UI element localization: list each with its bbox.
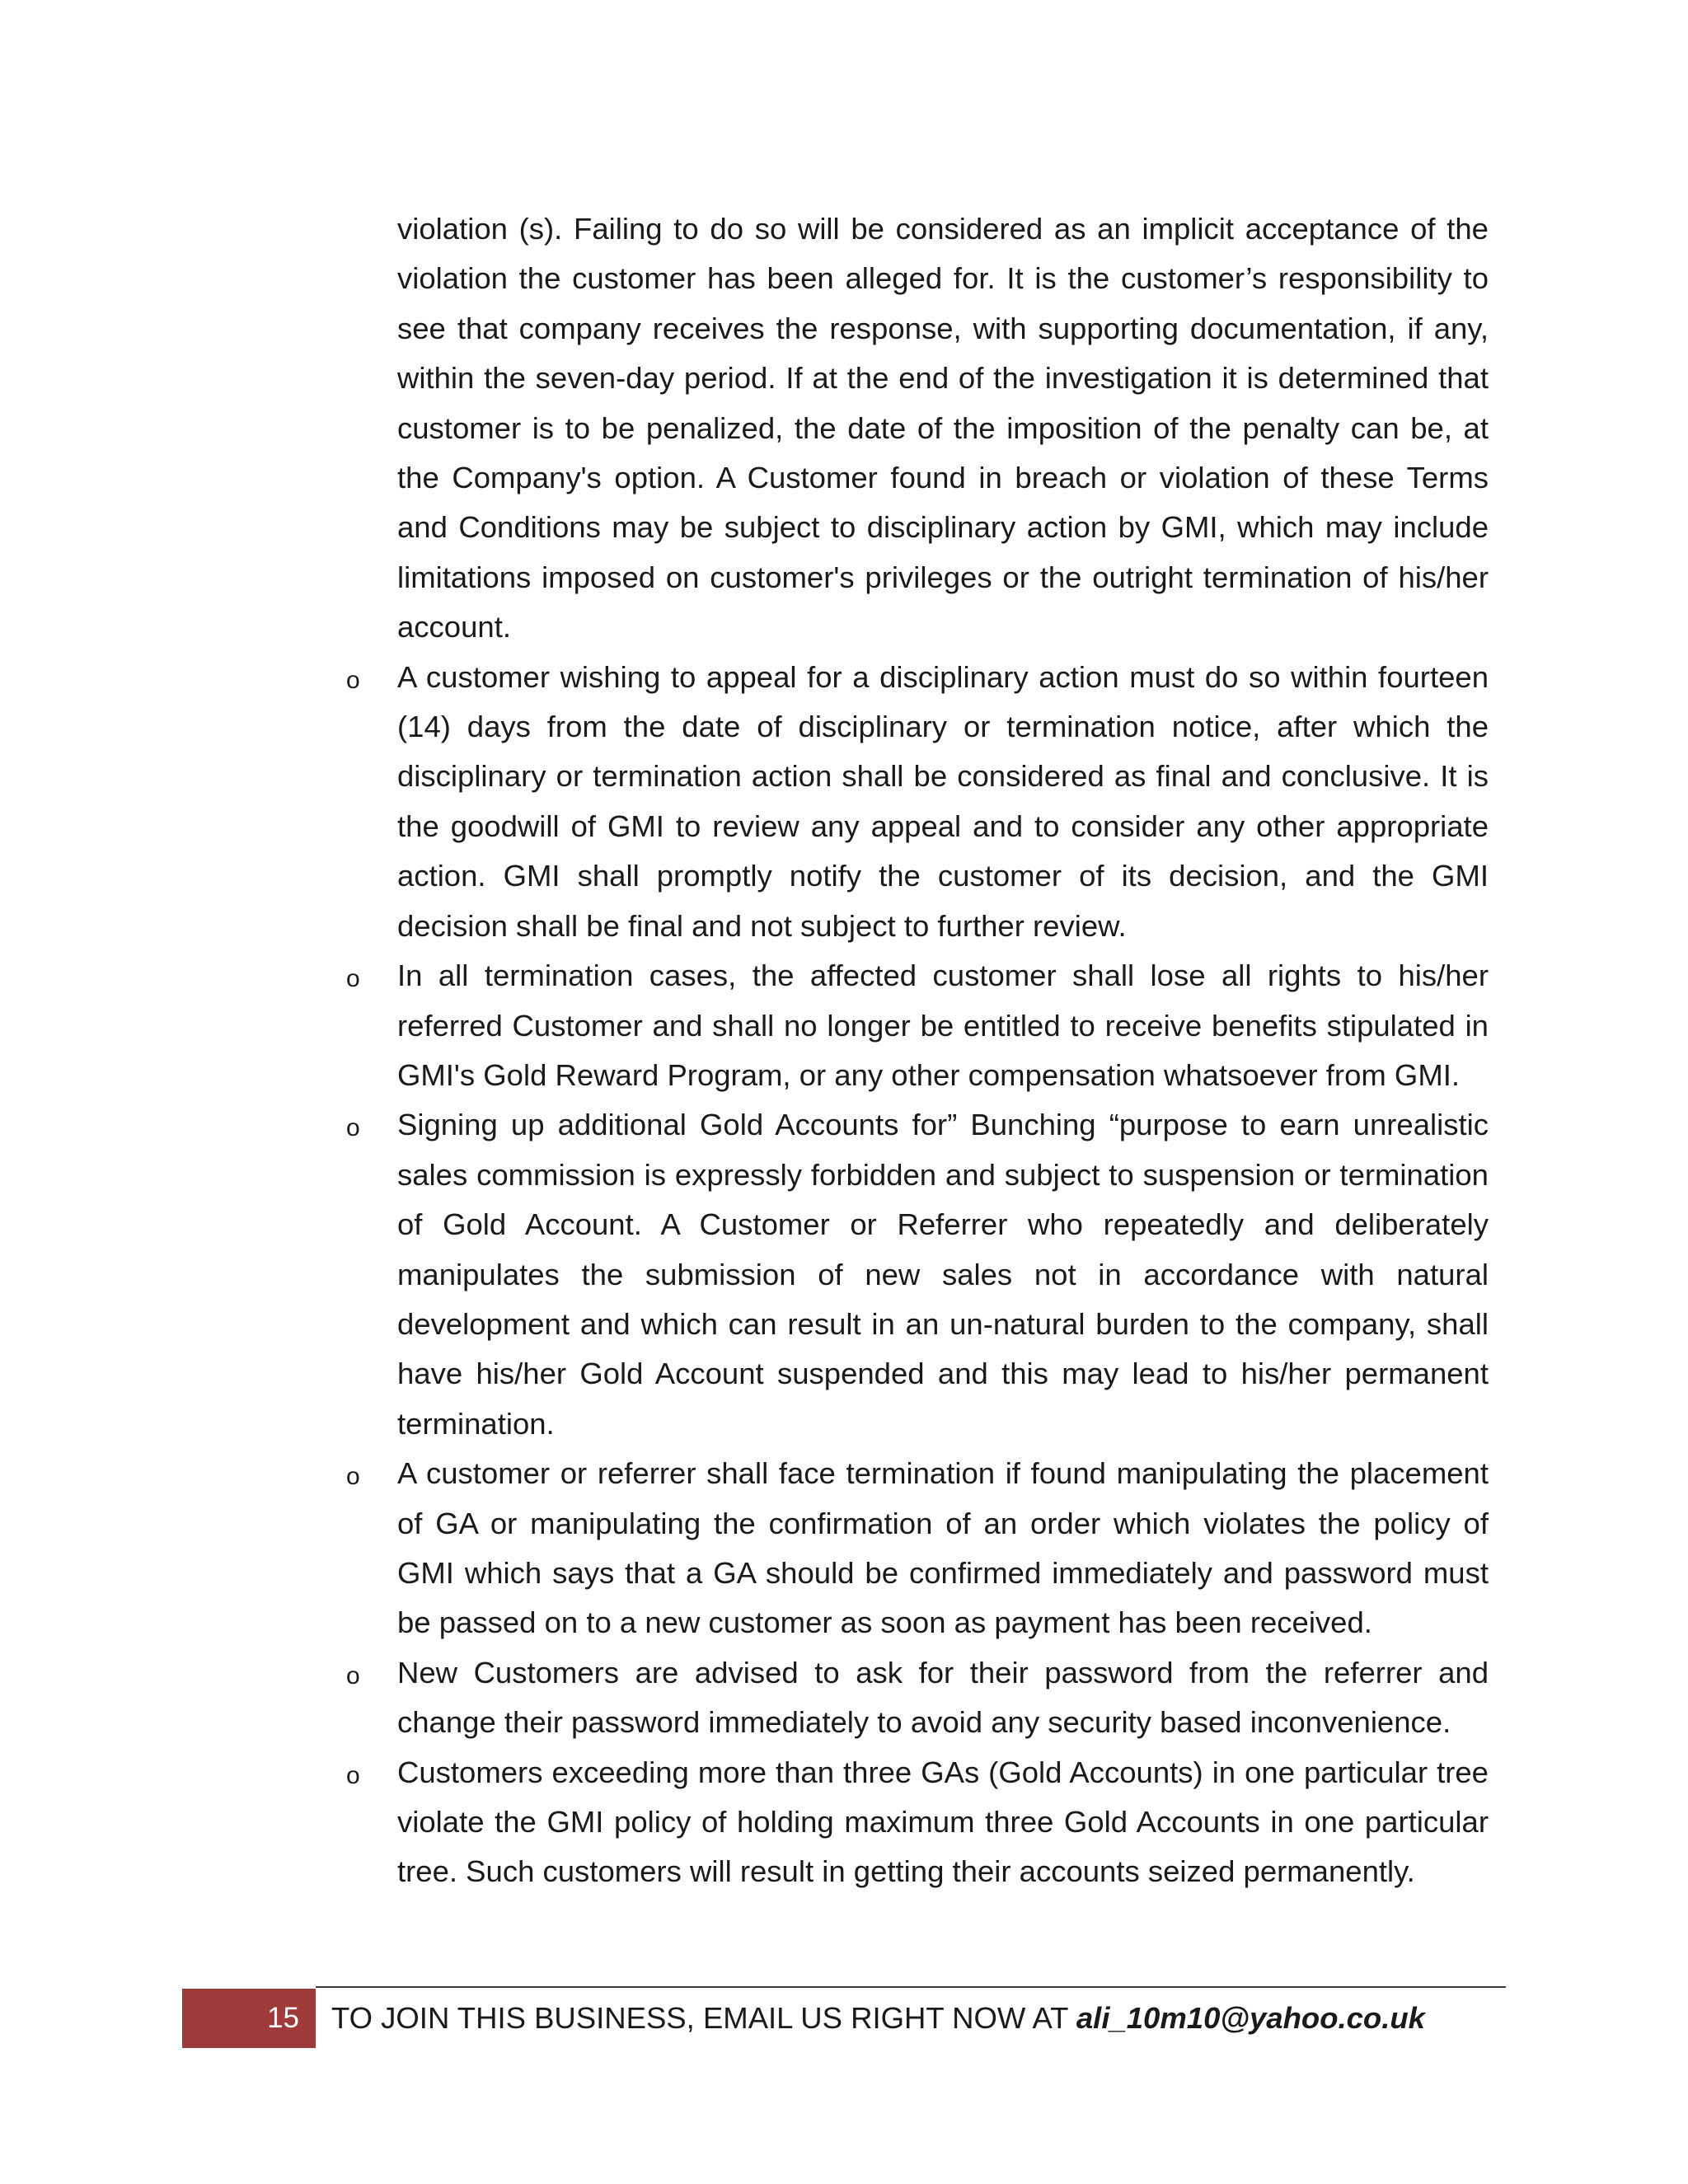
list-item-text: A customer wishing to appeal for a disciplinary action must do so within fourteen (14) days from the date of disciplinary or termination notice, after which the disciplinary or termination action shall be considered as final and conclusive. It is the goodwill of GMI to review any appeal and to consider any other appropriate action. GMI shall promptly notify the customer of its decision, and the GMI decision shall be final and not subject to further review. [397,659,1489,943]
bullet-marker: o [346,1761,360,1789]
list-item [346,653,1489,951]
footer-promo-label: TO JOIN THIS BUSINESS, EMAIL US RIGHT NOW AT [331,2001,1076,2035]
bullet-marker: o [346,666,360,694]
list-item-text: A customer or referrer shall face termination if found manipulating the placement of GA or manipulating the confirmation of an order which violates the policy of GMI which says that a GA should be confirmed immediately and password must be passed on to a new customer as soon as payment has been received. [397,1456,1489,1640]
bullet-list [346,653,1489,1897]
page-number-badge: 15 [182,1989,316,2048]
footer-divider [316,1986,1506,1988]
list-item-text: Customers exceeding more than three GAs (Gold Accounts) in one particular tree violate the GMI policy of holding maximum three Gold Accounts in one particular tree. Such customers will result in getting their accounts seized permanently. [397,1755,1489,1889]
continuation-paragraph: violation (s). Failing to do so will be considered as an implicit acceptance of the violation the customer has been alleged for. It is the customer’s responsibility to see that company receives the response, with supporting documentation, if any, within the seven-day period. If at the end of the investigation it is determined that customer is to be penalized, the date of the imposition of the penalty can be, at the Company's option. A Customer found in breach or violation of these Terms and Conditions may be subject to disciplinary action by GMI, which may include limitations imposed on customer's privileges or the outright termination of his/her account. [397,212,1489,644]
page-body [346,204,1489,1897]
list-item-text: In all termination cases, the affected customer shall lose all rights to his/her referred Customer and shall no longer be entitled to receive benefits stipulated in GMI's Gold Reward Program, or any other compensation whatsoever from GMI. [397,958,1489,1092]
bullet-marker: o [346,1114,360,1142]
list-item-text: New Customers are advised to ask for their password from the referrer and change their password immediately to avoid any security based inconvenience. [397,1655,1489,1740]
list-item [346,1648,1489,1748]
list-item [346,1748,1489,1897]
footer-email: ali_10m10@yahoo.co.uk [1076,2001,1425,2035]
footer-promo-text [331,1994,1425,2043]
bullet-marker: o [346,1661,360,1690]
list-item [346,951,1489,1100]
list-item [346,1449,1489,1648]
list-item [346,1100,1489,1449]
bullet-marker: o [346,1463,360,1491]
bullet-marker: o [346,965,360,993]
list-item-text: Signing up additional Gold Accounts for” Bunching “purpose to earn unrealistic sales commission is expressly forbidden and subject to suspension or termination of Gold Account. A Customer or Referrer who repeatedly and deliberately manipulates the submission of new sales not in accordance with natural development and which can result in an un-natural burden to the company, shall have his/her Gold Account suspended and this may lead to his/her permanent termination. [397,1108,1489,1441]
